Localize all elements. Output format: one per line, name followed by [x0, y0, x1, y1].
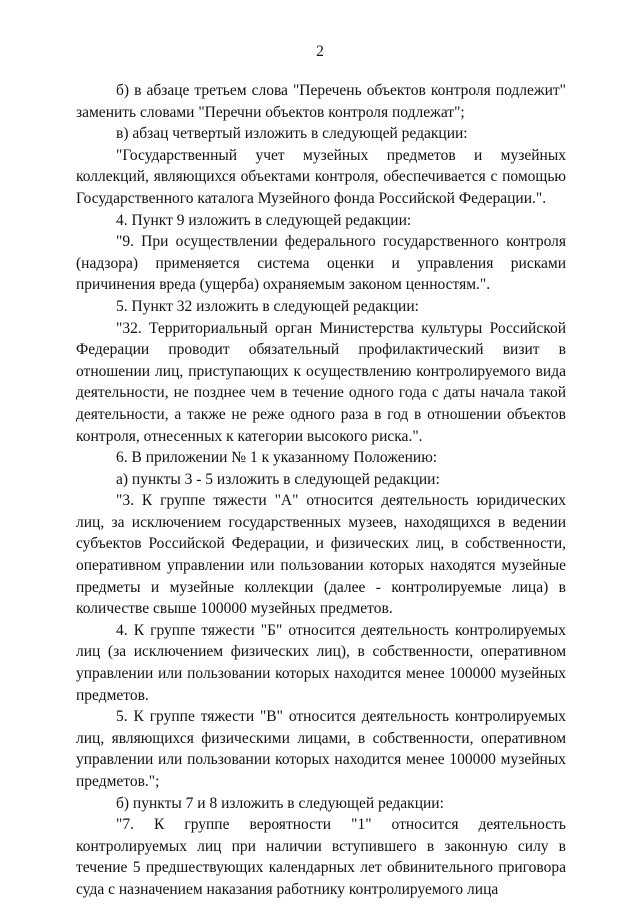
paragraph: в) абзац четвертый изложить в следующей редакции:	[116, 125, 468, 143]
paragraph: "7. К группе вероятности "1" относится деятельность контролируемых лиц при наличии вступившего в законную силу в течение 5 предшествующих календарных лет обвинительного приговора суда с назначением наказания работнику контролируемого лица	[76, 816, 566, 898]
paragraph: 4. К группе тяжести "Б" относится деятельность контролируемых лиц (за исключением физических лиц), в собственности, оперативном управлении или пользовании которых находится менее 100000 музейных предметов.	[76, 621, 566, 704]
paragraph: "3. К группе тяжести "А" относится деятельность юридических лиц, за исключением государственных музеев, находящихся в ведении субъектов Российской Федерации, и физических лиц, в собственности, оперативном управлении или пользовании которых находятся музейные предметы и музейные коллекции (далее - контролируемые лица) в количестве свыше 100000 музейных предметов.	[76, 492, 566, 618]
paragraph: 6. В приложении № 1 к указанному Положению:	[116, 449, 438, 467]
paragraph: а) пункты 3 - 5 изложить в следующей редакции:	[116, 470, 440, 488]
paragraph: 5. Пункт 32 изложить в следующей редакции:	[116, 297, 419, 315]
page-number: 2	[316, 43, 324, 60]
paragraph: "32. Территориальный орган Министерства культуры Российской Федерации проводит обязательный профилактический визит в отношении лиц, приступающих к осуществлению контролируемого вида деятельности, не позднее чем в течение одного года с даты начала такой деятельности, а также не реже одного раза в год в отношении объектов контроля, отнесенных к категории высокого риска.".	[76, 319, 566, 445]
paragraph: б) в абзаце третьем слова "Перечень объектов контроля подлежит" заменить словами "Перечни объектов контроля подлежат";	[76, 82, 566, 121]
paragraph: б) пункты 7 и 8 изложить в следующей редакции:	[116, 794, 444, 812]
paragraph: 5. К группе тяжести "В" относится деятельность контролируемых лиц, являющихся физическими лицами, в собственности, оперативном управлении или пользовании которых находится менее 100000 музейных предметов.";	[76, 708, 566, 790]
document-body	[76, 80, 566, 901]
paragraph: "9. При осуществлении федерального государственного контроля (надзора) применяется система оценки и управления рисками причинения вреда (ущерба) охраняемым законом ценностям.".	[76, 233, 566, 294]
paragraph: 4. Пункт 9 изложить в следующей редакции:	[116, 211, 412, 229]
paragraph: "Государственный учет музейных предметов и музейных коллекций, являющихся объектами контроля, обеспечивается с помощью Государственного каталога Музейного фонда Российской Федерации.".	[76, 146, 566, 207]
